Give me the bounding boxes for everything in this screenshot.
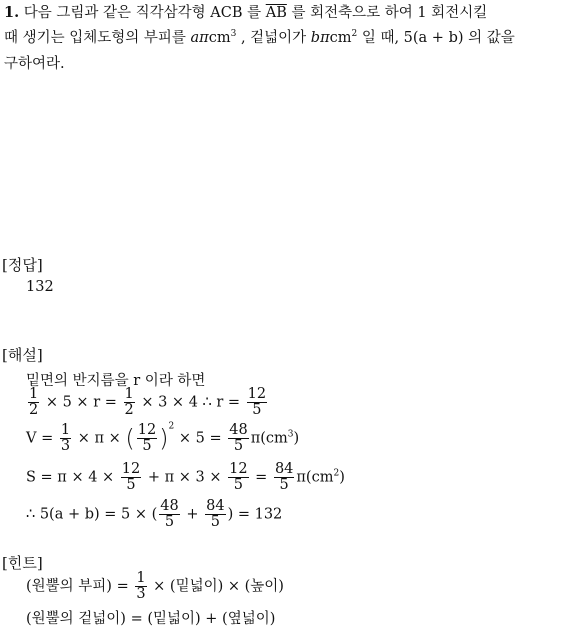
question-line-1	[4, 0, 487, 26]
solution-eq4	[26, 499, 282, 530]
eq2-frac1: $\frac{1}{3}$	[60, 422, 71, 455]
eq4-text2: ) = 132	[227, 506, 283, 523]
solution-eq3	[26, 462, 345, 493]
eq1-text2: × 3 × 4 ∴ r =	[141, 394, 241, 411]
eq2-lhs: V =	[26, 430, 54, 447]
eq2-text1: × π ×	[77, 430, 121, 447]
eq2-text3: π(cm	[250, 430, 288, 447]
solution-eq2: V = $\frac{1}{3}$ × π × ( $\frac{12}{5}$ )$^2$ × 5 = $\frac{48}{5}$ $\pi(cm^3)$	[26, 421, 300, 455]
answer-value: 132	[26, 279, 54, 295]
area-unit: cm	[329, 30, 352, 46]
eq2-frac3: $\frac{48}{5}$	[229, 422, 248, 455]
question-text-3: 구하여라.	[4, 56, 65, 72]
volume-unit: cm	[208, 30, 231, 46]
question-text-2a: 때 생기는 입체도형의 부피를	[4, 30, 186, 46]
question-text-1b: 를 회전축으로 하여 1 회전시킬	[291, 5, 488, 21]
eq3-lhs: S = π × 4 ×	[26, 469, 115, 486]
eq3-close: )	[339, 469, 345, 486]
volume-variable: aπ	[190, 30, 209, 46]
eq3-text1: + π × 3 ×	[147, 469, 222, 486]
eq2-text2: × 5 =	[178, 430, 222, 447]
eq2-unit-exp: 3	[287, 429, 294, 440]
eq2-frac2: $\frac{12}{5}$	[137, 422, 157, 455]
question-text-1a: 다음 그림과 같은 직각삼각형 ACB 를	[23, 5, 262, 21]
eq2-power: 2	[168, 421, 175, 432]
eq3-unit-exp: 2	[333, 468, 340, 479]
hint-label: [힌트]	[2, 554, 43, 572]
hint-line-2: (원뿔의 겉넓이) = (밑넓이) + (옆넓이)	[26, 611, 276, 627]
solution-label: [해설]	[2, 346, 43, 364]
hint-line-1	[26, 571, 284, 602]
hint-frac: $\frac{1}{3}$	[136, 570, 146, 603]
eq3-frac3: $\frac{84}{5}$	[274, 461, 294, 494]
solution-eq1	[26, 387, 269, 418]
question-text-2b: , 겉넓이가	[240, 30, 307, 46]
volume-exponent: 3	[230, 29, 237, 39]
eq1-text1: × 5 × r =	[45, 394, 117, 411]
question-number: 1.	[4, 4, 20, 21]
hint-line-1b: × (밑넓이) × (높이)	[153, 578, 284, 595]
eq1-frac1: $\frac{1}{2}$	[29, 386, 39, 419]
eq3-frac2: $\frac{12}{5}$	[229, 461, 248, 494]
hint-line-1a: (원뿔의 부피) =	[26, 578, 129, 595]
question-text-2c: 일 때, 5(a + b) 의 값을	[361, 30, 515, 46]
eq4-frac1: $\frac{48}{5}$	[160, 498, 179, 531]
eq3-frac1: $\frac{12}{5}$	[121, 461, 141, 494]
eq1-frac2: $\frac{1}{2}$	[124, 386, 134, 419]
eq2-close: )	[293, 430, 300, 447]
eq4-text1: +	[186, 506, 199, 523]
eq1-frac3: $\frac{12}{5}$	[247, 386, 267, 419]
segment-ab: $\overline{AB}$	[265, 5, 287, 21]
answer-label: [정답]	[2, 256, 43, 274]
question-line-2	[4, 26, 515, 51]
eq3-text2: =	[255, 469, 268, 486]
eq4-lhs: ∴ 5(a + b) = 5 × (	[26, 506, 158, 523]
eq4-frac2: $\frac{84}{5}$	[206, 498, 225, 531]
area-variable: bπ	[310, 30, 330, 46]
eq3-text3: π(cm	[296, 469, 334, 486]
area-exponent: 2	[351, 29, 358, 39]
question-line-3	[4, 52, 65, 77]
solution-intro: 밑면의 반지름을 r 이라 하면	[26, 373, 206, 389]
